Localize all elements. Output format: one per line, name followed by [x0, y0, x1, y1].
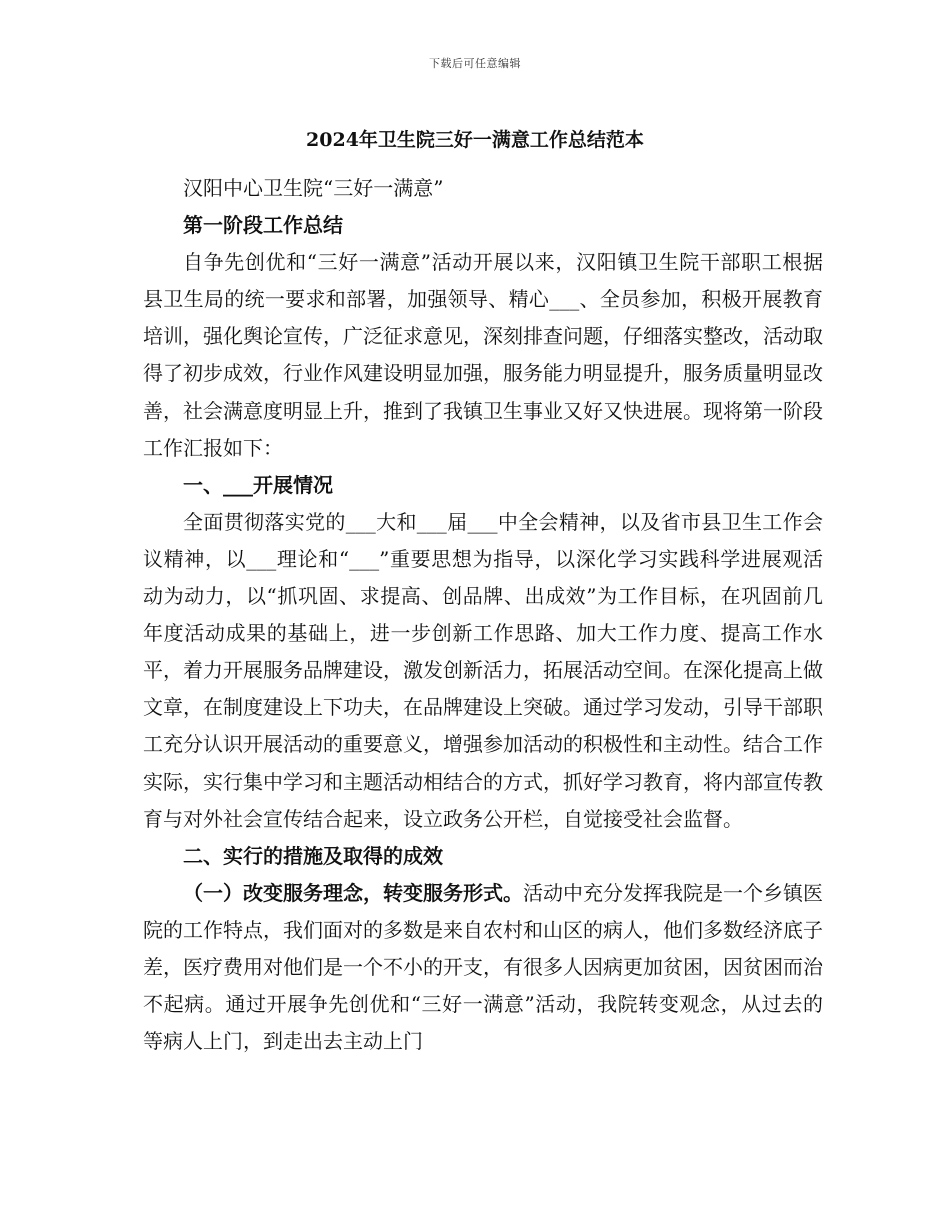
- section-1-paragraph: 全面贯彻落实党的___大和___届___中全会精神，以及省市县卫生工作会议精神，以___理论和“___”重要思想为指导，以深化学习实践科学进展观活动为动力，以“抓巩固、求提高、创品牌、出成效”为工作目标，在巩固前几年度活动成果的基础上，进一步创新工作思路、加大工作力度、提高工作水平，着力开展服务品牌建设，激发创新活力，拓展活动空间。在深化提高上做文章，在制度建设上下功夫，在品牌建设上突破。通过学习发动，引导干部职工充分认识开展活动的重要意义，增强参加活动的积极性和主动性。结合工作实际，实行集中学习和主题活动相结合的方式，抓好学习教育，将内部宣传教育与对外社会宣传结合起来，设立政务公开栏，自觉接受社会监督。: [143, 509, 823, 831]
- subsection-1-paragraph: [143, 875, 823, 1060]
- stage-heading: 第一阶段工作总结: [183, 213, 343, 238]
- org-line: 汉阳中心卫生院“三好一满意”: [183, 176, 444, 200]
- subsection-1-text: 活动中充分发挥我院是一个乡镇医院的工作特点，我们面对的多数是来自农村和山区的病人，他们多数经济底子差，医疗费用对他们是一个不小的开支，有很多人因病更加贫困，因贫困而治不起病。通过开展争先创优和“三好一满意”活动，我院转变观念，从过去的等病人上门，到走出去主动上门: [143, 880, 823, 1054]
- page-header-note: 下载后可任意编辑: [429, 57, 521, 70]
- section-1-heading: 一、___开展情况: [183, 472, 333, 497]
- section-2-heading: 二、实行的措施及取得的成效: [183, 843, 443, 868]
- subsection-1-heading: （一）改变服务理念，转变服务形式。: [183, 880, 523, 905]
- intro-paragraph: 自争先创优和“三好一满意”活动开展以来，汉阳镇卫生院干部职工根据县卫生局的统一要求和部署，加强领导、精心___、全员参加，积极开展教育培训，强化舆论宣传，广泛征求意见，深刻排查问题，仔细落实整改，活动取得了初步成效，行业作风建设明显加强，服务能力明显提升，服务质量明显改善，社会满意度明显上升，推到了我镇卫生事业又好又快进展。现将第一阶段工作汇报如下：: [143, 250, 823, 460]
- document-body: [143, 170, 823, 1060]
- document-title: 2024年卫生院三好一满意工作总结范本: [306, 129, 644, 151]
